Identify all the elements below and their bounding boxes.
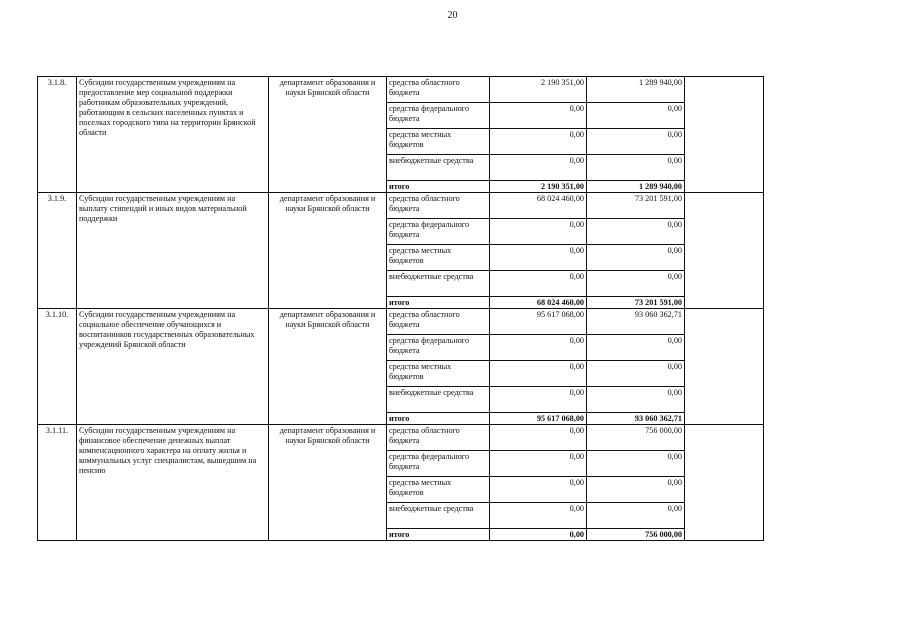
amount-year-2: 756 000,00 (587, 425, 685, 451)
empty-cell (685, 193, 764, 309)
amount-year-1: 0,00 (490, 103, 587, 129)
item-number: 3.1.8. (38, 77, 77, 193)
total-amount-year-1: 95 617 068,00 (490, 413, 587, 425)
item-number: 3.1.9. (38, 193, 77, 309)
amount-year-1: 95 617 068,00 (490, 309, 587, 335)
total-label: итого (387, 181, 490, 193)
empty-cell (685, 309, 764, 425)
empty-cell (685, 77, 764, 193)
funding-source: средства местных бюджетов (387, 129, 490, 155)
amount-year-1: 0,00 (490, 219, 587, 245)
funding-source: средства федерального бюджета (387, 451, 490, 477)
amount-year-1: 0,00 (490, 245, 587, 271)
amount-year-2: 0,00 (587, 503, 685, 529)
budget-table (37, 76, 764, 541)
total-amount-year-1: 68 024 460,00 (490, 297, 587, 309)
amount-year-2: 0,00 (587, 361, 685, 387)
total-amount-year-2: 1 289 940,00 (587, 181, 685, 193)
amount-year-1: 0,00 (490, 361, 587, 387)
amount-year-1: 0,00 (490, 271, 587, 297)
item-executor: департамент образования и науки Брянской области (269, 193, 387, 309)
total-amount-year-2: 756 000,00 (587, 529, 685, 541)
item-description: Субсидии государственным учреждениям на социальное обеспечение обучающихся и воспитанников государственных образовательных учреждений Брянской области (77, 309, 269, 425)
total-amount-year-1: 0,00 (490, 529, 587, 541)
funding-source: внебюджетные средства (387, 387, 490, 413)
funding-source: внебюджетные средства (387, 271, 490, 297)
total-amount-year-1: 2 190 351,00 (490, 181, 587, 193)
amount-year-1: 0,00 (490, 155, 587, 181)
funding-source: средства областного бюджета (387, 425, 490, 451)
funding-source: внебюджетные средства (387, 155, 490, 181)
funding-source: средства федерального бюджета (387, 335, 490, 361)
amount-year-2: 1 289 940,00 (587, 77, 685, 103)
amount-year-2: 73 201 591,00 (587, 193, 685, 219)
amount-year-1: 2 190 351,00 (490, 77, 587, 103)
amount-year-2: 0,00 (587, 335, 685, 361)
amount-year-2: 0,00 (587, 219, 685, 245)
amount-year-1: 68 024 460,00 (490, 193, 587, 219)
amount-year-2: 93 060 362,71 (587, 309, 685, 335)
total-label: итого (387, 413, 490, 425)
amount-year-1: 0,00 (490, 451, 587, 477)
funding-source: средства федерального бюджета (387, 103, 490, 129)
item-executor: департамент образования и науки Брянской области (269, 77, 387, 193)
amount-year-1: 0,00 (490, 129, 587, 155)
funding-source: внебюджетные средства (387, 503, 490, 529)
page-number: 20 (447, 10, 458, 21)
amount-year-1: 0,00 (490, 477, 587, 503)
empty-cell (685, 425, 764, 541)
amount-year-1: 0,00 (490, 335, 587, 361)
amount-year-2: 0,00 (587, 245, 685, 271)
amount-year-2: 0,00 (587, 477, 685, 503)
total-amount-year-2: 93 060 362,71 (587, 413, 685, 425)
item-executor: департамент образования и науки Брянской области (269, 425, 387, 541)
funding-source: средства местных бюджетов (387, 477, 490, 503)
table-row (38, 77, 764, 103)
item-description: Субсидии государственным учреждениям на финансовое обеспечение денежных выплат компенсационного характера на оплату жилья и коммунальных услуг специалистам, вышедшим на пенсию (77, 425, 269, 541)
funding-source: средства областного бюджета (387, 77, 490, 103)
amount-year-2: 0,00 (587, 387, 685, 413)
funding-source: средства федерального бюджета (387, 219, 490, 245)
item-executor: департамент образования и науки Брянской области (269, 309, 387, 425)
amount-year-2: 0,00 (587, 271, 685, 297)
funding-source: средства местных бюджетов (387, 361, 490, 387)
amount-year-2: 0,00 (587, 451, 685, 477)
amount-year-1: 0,00 (490, 503, 587, 529)
amount-year-2: 0,00 (587, 103, 685, 129)
item-number: 3.1.10. (38, 309, 77, 425)
total-label: итого (387, 297, 490, 309)
funding-source: средства областного бюджета (387, 309, 490, 335)
item-description: Субсидии государственным учреждениям на предоставление мер социальной поддержки работникам образовательных учреждений, работающим в сельских населенных пунктах и поселках городского типа на территории Брянской области (77, 77, 269, 193)
table-row (38, 193, 764, 219)
item-number: 3.1.11. (38, 425, 77, 541)
table-row (38, 309, 764, 335)
funding-source: средства местных бюджетов (387, 245, 490, 271)
total-label: итого (387, 529, 490, 541)
amount-year-1: 0,00 (490, 387, 587, 413)
table-row (38, 425, 764, 451)
amount-year-1: 0,00 (490, 425, 587, 451)
funding-source: средства областного бюджета (387, 193, 490, 219)
amount-year-2: 0,00 (587, 129, 685, 155)
item-description: Субсидии государственным учреждениям на выплату стипендий и иных видов материальной поддержки (77, 193, 269, 309)
total-amount-year-2: 73 201 591,00 (587, 297, 685, 309)
amount-year-2: 0,00 (587, 155, 685, 181)
